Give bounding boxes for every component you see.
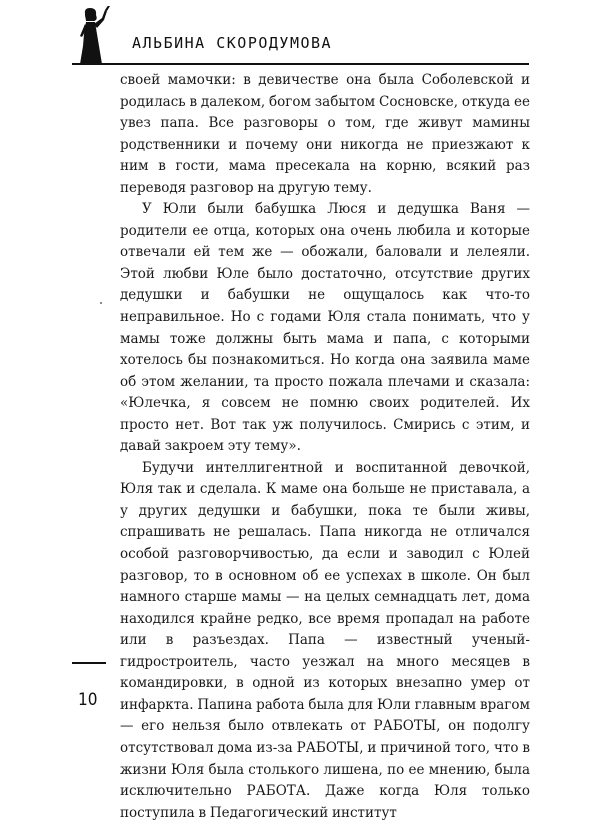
paragraph: У Юли были бабушка Люся и дедушка Ваня — родители ее отца, которых она очень любила и которые отвечали ей тем же — обожали, баловали и лелеяли. Этой любви Юле было достаточно, отсутствие других дедушки и бабушки не ощущалось как что-то неправильное. Но с годами Юля стала понимать, что у мамы тоже должны быть мама и папа, с которыми хотелось бы познакомиться. Но когда она заявила маме об этом желании, та просто пожала плечами и сказала: «Юлечка, я совсем не помню своих родителей. Их просто нет. Вот так уж получилось. Смирись с этим, и давай закроем эту тему». bbox=[120, 201, 530, 455]
running-header bbox=[0, 0, 600, 70]
header-divider bbox=[72, 63, 529, 65]
page-number: 10 bbox=[78, 690, 98, 710]
author-name: АЛЬБИНА СКОРОДУМОВА bbox=[132, 34, 333, 52]
woman-silhouette-icon bbox=[72, 6, 118, 66]
footer-divider bbox=[72, 662, 106, 664]
body-text bbox=[120, 70, 530, 824]
paragraph: Будучи интеллигентной и воспитанной девочкой, Юля так и сделала. К маме она больше не приставала, а у других дедушки и бабушки, пока те были живы, спрашивать не решалась. Папа никогда не отличался особой разговорчивостью, да если и заводил с Юлей разговор, то в основном об ее успехах в школе. Он был намного старше мамы — на целых семнадцать лет, дома находился крайне редко, все время пропадал на работе или в разъездах. Папа — известный ученый-гидростроитель, часто уезжал на много месяцев в командировки, в одной из которых внезапно умер от инфаркта. Папина работа была для Юли главным врагом — его нельзя было отвлекать от РАБОТЫ, он подолгу отсутствовал дома из-за РАБОТЫ, и причиной того, что в жизни Юля была столького лишена, по ее мнению, была исключительно РАБОТА. Даже когда Юля только поступила в Педагогический институт bbox=[120, 459, 530, 821]
stray-mark bbox=[100, 302, 102, 304]
paragraph: своей мамочки: в девичестве она была Соболевской и родилась в далеком, богом забытом Сосновске, откуда ее увез папа. Все разговоры о том, где живут мамины родственники и почему они никогда не приезжают к ним в гости, мама пресекала на корню, всякий раз переводя разговор на другую тему. bbox=[120, 72, 530, 196]
